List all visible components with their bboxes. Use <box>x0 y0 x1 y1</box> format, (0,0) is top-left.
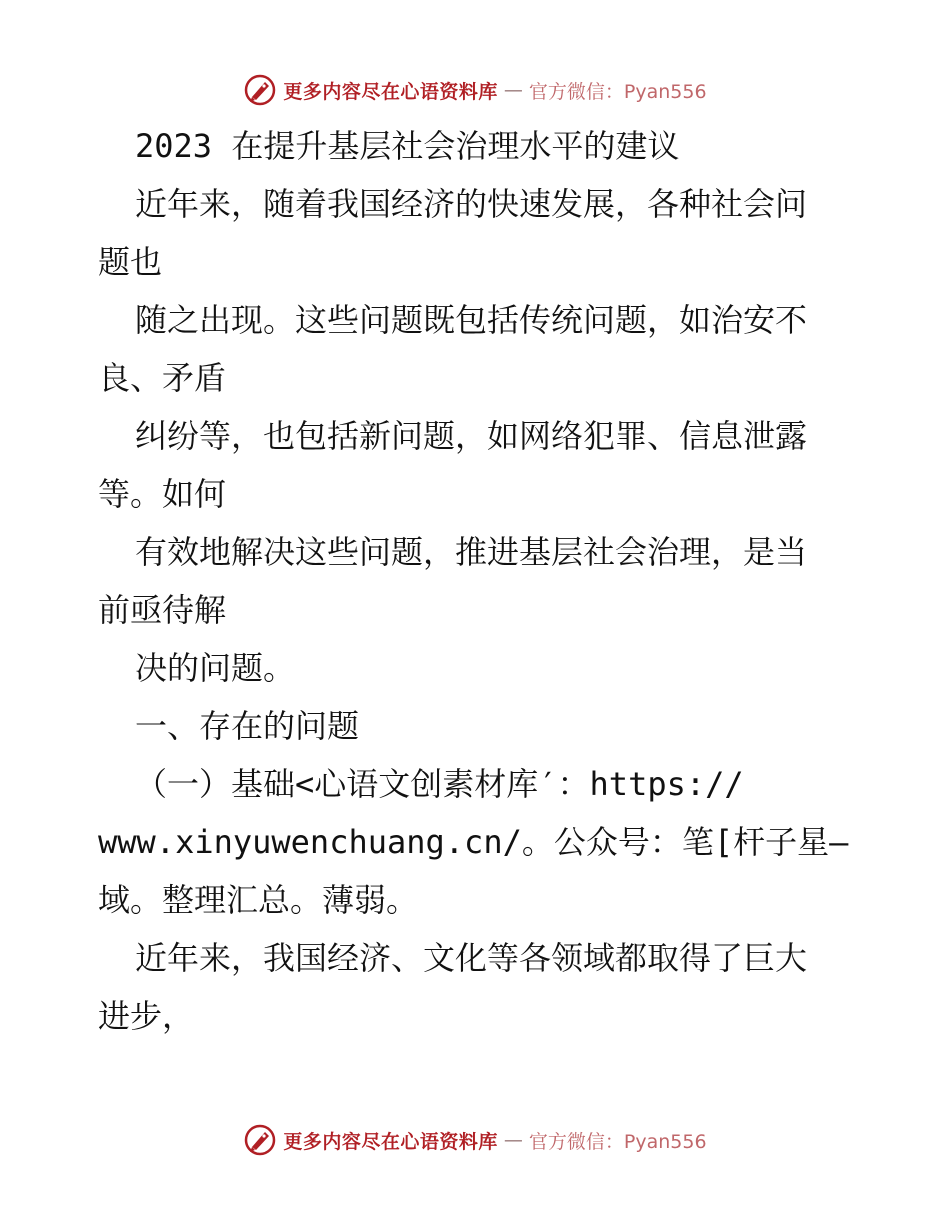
footer-watermark-banner <box>0 1120 950 1160</box>
banner-wechat-text: 官方微信：Pyan556 <box>528 1130 707 1153</box>
paragraph-line: 等。如何 <box>98 475 227 513</box>
header-watermark-banner <box>0 70 950 110</box>
pen-nib-seal-icon <box>243 1123 277 1157</box>
paragraph-line: 进步， <box>98 997 195 1035</box>
banner-main-text: 更多内容尽在心语资料库 <box>283 80 498 103</box>
pen-nib-seal-icon <box>243 73 277 107</box>
paragraph-line: 前亟待解 <box>98 591 227 629</box>
subsection-heading: （一）基础<心语文创素材库′：https:// <box>135 765 744 803</box>
paragraph-line: www.xinyuwenchuang.cn/。公众号：笔[杆子星— <box>98 823 849 861</box>
paragraph-line: 纠纷等，也包括新问题，如网络犯罪、信息泄露 <box>135 417 808 455</box>
document-title: 2023 在提升基层社会治理水平的建议 <box>135 127 680 165</box>
paragraph-line: 随之出现。这些问题既包括传统问题，如治安不 <box>135 301 808 339</box>
banner-separator: — <box>503 1129 523 1151</box>
paragraph-line: 良、矛盾 <box>98 359 227 397</box>
paragraph-line: 有效地解决这些问题，推进基层社会治理，是当 <box>135 533 808 571</box>
section-heading: 一、存在的问题 <box>135 707 360 745</box>
paragraph-line: 域。整理汇总。薄弱。 <box>98 881 419 919</box>
paragraph-line: 近年来，随着我国经济的快速发展，各种社会问 <box>135 185 808 223</box>
banner-separator: — <box>503 79 523 101</box>
banner-wechat-text: 官方微信：Pyan556 <box>528 80 707 103</box>
banner-main-text: 更多内容尽在心语资料库 <box>283 1130 498 1153</box>
paragraph-line: 近年来，我国经济、文化等各领域都取得了巨大 <box>135 939 808 977</box>
paragraph-line: 题也 <box>98 243 163 281</box>
paragraph-line: 决的问题。 <box>135 649 296 687</box>
